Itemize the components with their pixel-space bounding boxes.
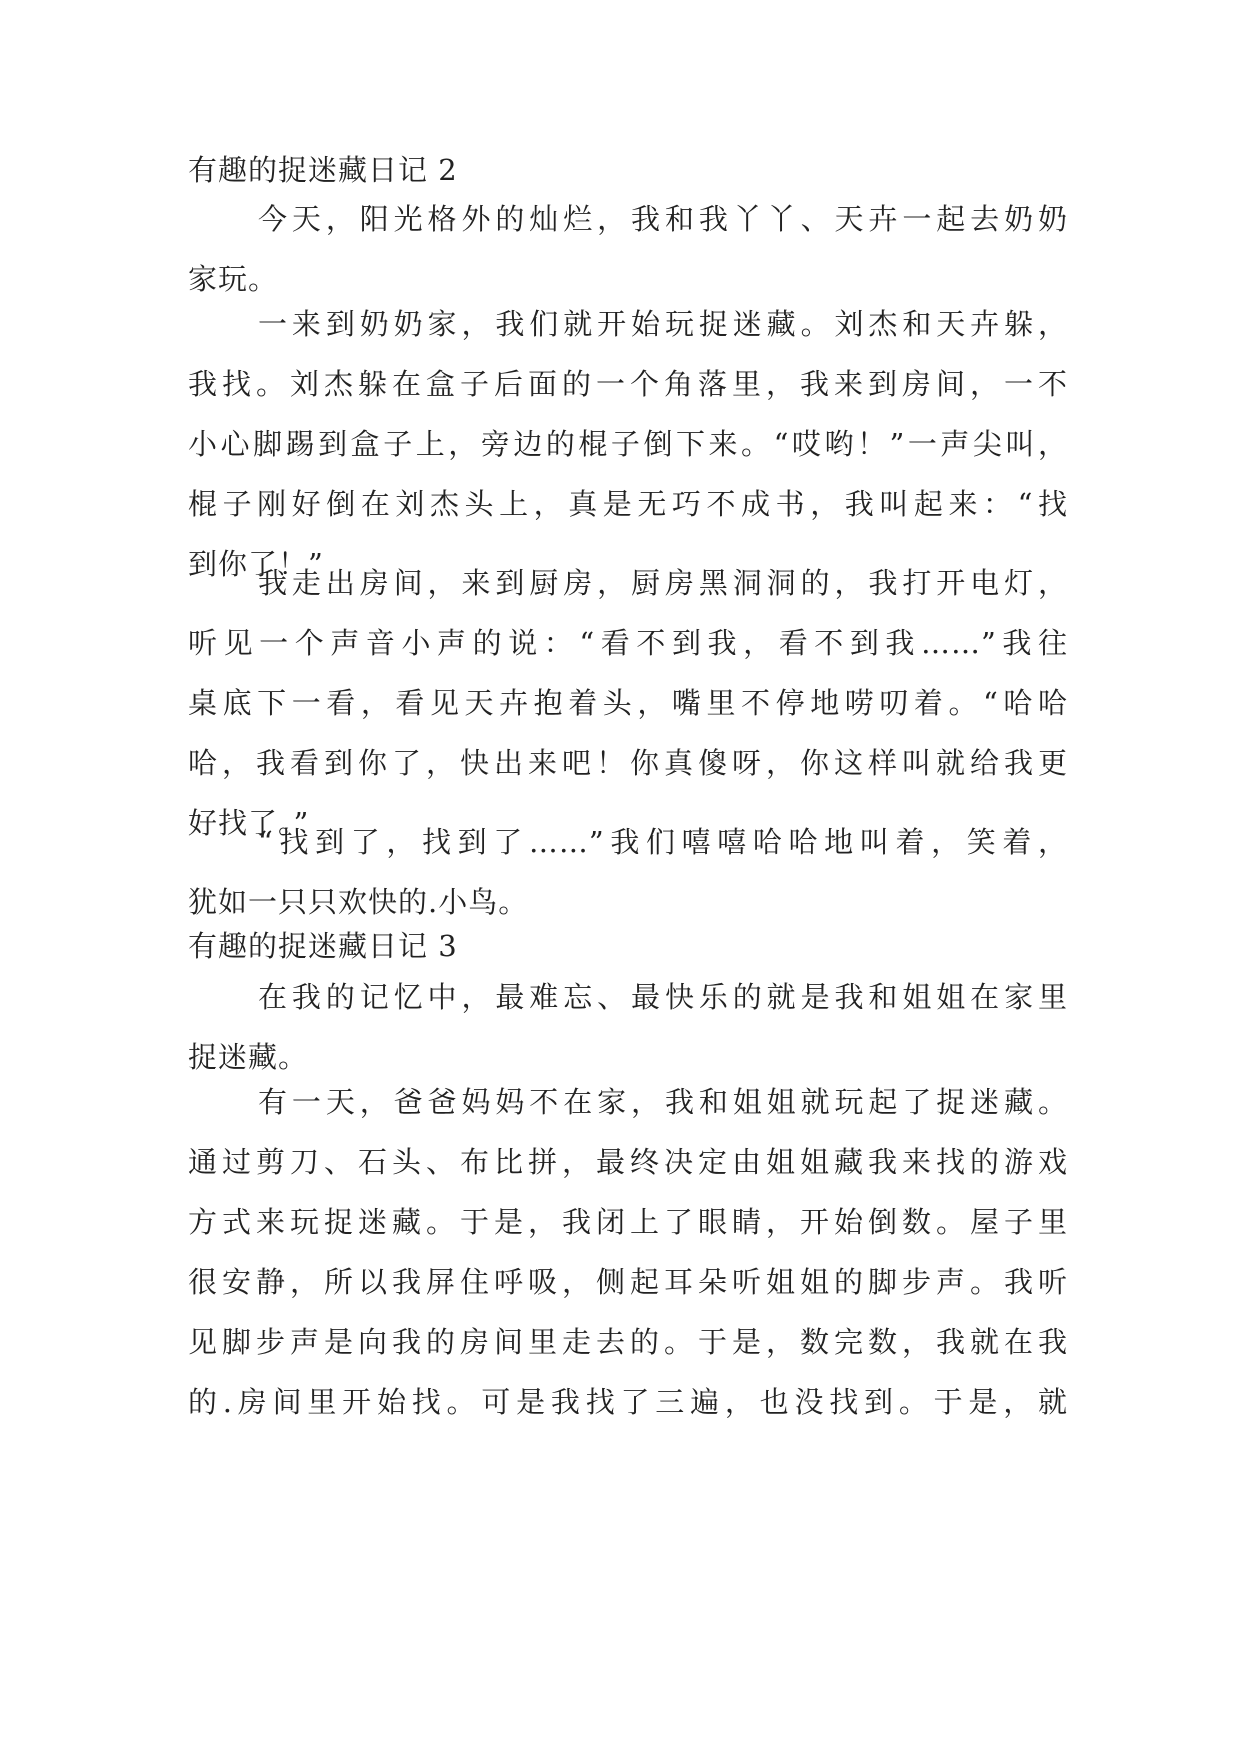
text-line: 到你了！” [188, 547, 324, 581]
paragraph [188, 822, 1068, 942]
text-line: 我找。刘杰躲在盒子后面的一个角落里，我来到房间，一不 [188, 367, 1068, 401]
paragraph [188, 199, 1068, 319]
text-line: 我走出房间，来到厨房，厨房黑洞洞的，我打开电灯， [258, 566, 1068, 600]
text-line: 哈，我看到你了，快出来吧！你真傻呀，你这样叫就给我更 [188, 746, 1068, 780]
text-line: “找到了，找到了……”我们嘻嘻哈哈地叫着，笑着， [258, 825, 1068, 859]
text-line: 家玩。 [188, 262, 279, 296]
section-title: 有趣的捉迷藏日记 2 [188, 153, 458, 187]
text-line: 今天，阳光格外的灿烂，我和我丫丫、天卉一起去奶奶 [258, 202, 1068, 236]
text-line: 小心脚踢到盒子上，旁边的棍子倒下来。“哎哟！”一声尖叫， [188, 427, 1068, 461]
paragraph [188, 563, 1068, 863]
text-line: 方式来玩捉迷藏。于是，我闭上了眼睛，开始倒数。屋子里 [188, 1205, 1068, 1239]
text-line: 好找了。” [188, 806, 310, 840]
text-line: 棍子刚好倒在刘杰头上，真是无巧不成书，我叫起来：“找 [188, 487, 1068, 521]
text-line: 听见一个声音小声的说：“看不到我，看不到我……”我往 [188, 626, 1068, 660]
text-line: 在我的记忆中，最难忘、最快乐的就是我和姐姐在家里 [258, 980, 1068, 1014]
text-line: 一来到奶奶家，我们就开始玩捉迷藏。刘杰和天卉躲， [258, 307, 1068, 341]
text-line: 很安静，所以我屏住呼吸，侧起耳朵听姐姐的脚步声。我听 [188, 1265, 1068, 1299]
paragraph [188, 304, 1068, 604]
text-line: 有一天，爸爸妈妈不在家，我和姐姐就玩起了捉迷藏。 [258, 1085, 1068, 1119]
text-line: 的.房间里开始找。可是我找了三遍，也没找到。于是，就 [188, 1385, 1068, 1419]
text-line: 犹如一只只欢快的.小鸟。 [188, 885, 529, 919]
text-line: 见脚步声是向我的房间里走去的。于是，数完数，我就在我 [188, 1325, 1068, 1359]
text-line: 捉迷藏。 [188, 1040, 309, 1074]
paragraph [188, 1082, 1068, 1442]
text-line: 通过剪刀、石头、布比拼，最终决定由姐姐藏我来找的游戏 [188, 1145, 1068, 1179]
text-line: 桌底下一看，看见天卉抱着头，嘴里不停地唠叨着。“哈哈 [188, 686, 1068, 720]
paragraph [188, 977, 1068, 1097]
section-title: 有趣的捉迷藏日记 3 [188, 929, 458, 963]
